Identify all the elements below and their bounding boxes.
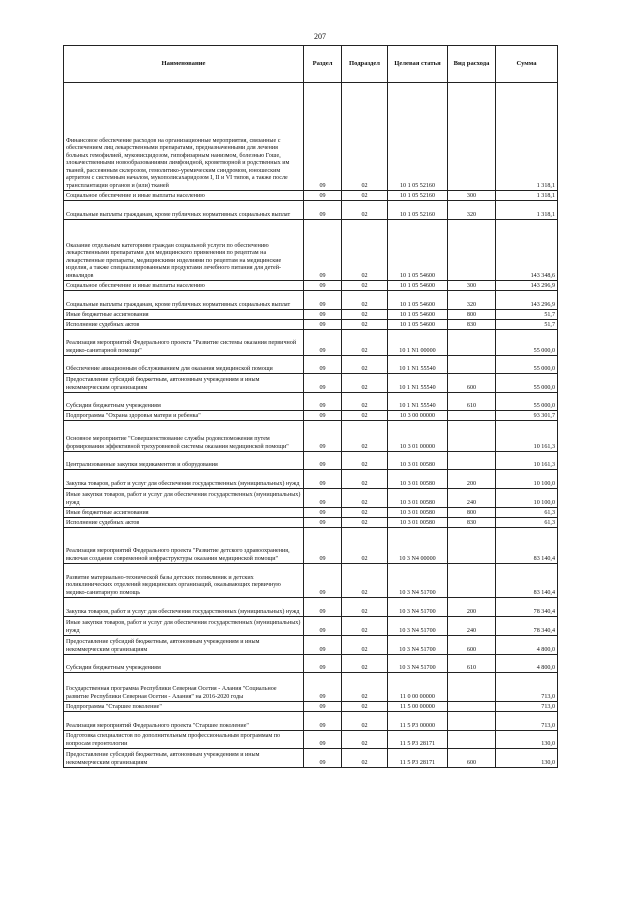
cell-sum: 78 340,4 [496,598,558,617]
cell-target: 10 1 N1 00000 [388,330,448,356]
cell-expense: 830 [448,518,496,528]
cell-section: 09 [304,518,342,528]
cell-sum: 713,0 [496,702,558,712]
cell-target: 10 1 N1 55540 [388,356,448,374]
cell-subsection: 02 [342,749,388,768]
cell-name: Подпрограмма "Охрана здоровья матери и ребенка" [64,411,304,421]
cell-target: 10 3 01 00580 [388,452,448,470]
cell-section: 09 [304,489,342,508]
cell-sum: 143 296,9 [496,281,558,291]
cell-name: Предоставление субсидий бюджетным, автономным учреждениям и иным некоммерческим организациям [64,749,304,768]
table-row [64,598,558,617]
cell-section: 09 [304,220,342,281]
table-row [64,310,558,320]
cell-expense [448,411,496,421]
cell-target: 11 5 P3 28171 [388,749,448,768]
cell-target: 10 3 N4 51700 [388,655,448,673]
table-body [64,83,558,768]
cell-expense: 240 [448,489,496,508]
cell-subsection: 02 [342,320,388,330]
cell-name: Субсидии бюджетным учреждениям [64,393,304,411]
cell-section: 09 [304,749,342,768]
cell-target: 10 1 05 54600 [388,310,448,320]
cell-subsection: 02 [342,673,388,702]
cell-sum: 83 140,4 [496,528,558,564]
cell-sum: 1 318,1 [496,201,558,220]
cell-sum: 10 161,3 [496,421,558,452]
cell-section: 09 [304,281,342,291]
cell-section: 09 [304,330,342,356]
cell-target: 10 1 05 54600 [388,320,448,330]
cell-subsection: 02 [342,564,388,598]
cell-section: 09 [304,508,342,518]
cell-subsection: 02 [342,528,388,564]
cell-name: Финансовое обеспечение расходов на организационные мероприятия, связанные с обеспечением лиц лекарственными препаратами, предназначенными для лечения больных гемофилией, муковисцидозом, гипофизарным нанизмом, болезнью Гоше, злокачественными новообразованиями лимфоидной, кроветворной и родственных им тканей, рассеянным склерозом, гемолитико-уремическим синдромом, юношеским артритом с системным началом, мукополисахаридозом I, II и VI типов, а также после трансплантации органов и (или) тканей [64,83,304,191]
table-row [64,617,558,636]
table-row [64,291,558,310]
cell-sum: 55 000,0 [496,393,558,411]
table-row [64,470,558,489]
cell-section: 09 [304,636,342,655]
cell-target: 10 3 N4 00000 [388,528,448,564]
header-expense: Вид расхода [448,46,496,83]
cell-name: Иные бюджетные ассигнования [64,310,304,320]
cell-expense [448,220,496,281]
cell-section: 09 [304,673,342,702]
cell-target: 10 1 05 52160 [388,191,448,201]
cell-name: Подготовка специалистов по дополнительным профессиональным программам по вопросам геронтологии [64,731,304,749]
cell-sum: 130,0 [496,731,558,749]
table-row [64,731,558,749]
header-sum: Сумма [496,46,558,83]
cell-sum: 4 800,0 [496,655,558,673]
cell-subsection: 02 [342,374,388,393]
cell-sum: 10 161,3 [496,452,558,470]
cell-subsection: 02 [342,617,388,636]
cell-subsection: 02 [342,489,388,508]
table-row [64,374,558,393]
cell-section: 09 [304,356,342,374]
cell-section: 09 [304,452,342,470]
cell-target: 10 3 N4 51700 [388,617,448,636]
cell-sum: 130,0 [496,749,558,768]
cell-expense: 300 [448,191,496,201]
cell-expense [448,564,496,598]
table-row [64,421,558,452]
table-row [64,281,558,291]
cell-sum: 1 318,1 [496,83,558,191]
cell-subsection: 02 [342,356,388,374]
table-row [64,636,558,655]
cell-target: 10 3 N4 51700 [388,636,448,655]
header-section: Раздел [304,46,342,83]
cell-subsection: 02 [342,452,388,470]
cell-expense [448,673,496,702]
cell-name: Социальные выплаты гражданам, кроме публичных нормативных социальных выплат [64,291,304,310]
cell-subsection: 02 [342,281,388,291]
cell-name: Предоставление субсидий бюджетным, автономным учреждениям и иным некоммерческим организациям [64,636,304,655]
table-row [64,702,558,712]
header-target: Целевая статья [388,46,448,83]
cell-expense [448,702,496,712]
cell-expense: 300 [448,281,496,291]
cell-subsection: 02 [342,731,388,749]
cell-section: 09 [304,731,342,749]
table-row [64,528,558,564]
cell-subsection: 02 [342,83,388,191]
cell-subsection: 02 [342,291,388,310]
cell-name: Социальное обеспечение и иные выплаты населению [64,191,304,201]
cell-sum: 4 800,0 [496,636,558,655]
cell-target: 10 1 N1 55540 [388,374,448,393]
table-row [64,452,558,470]
table-row [64,508,558,518]
table-row [64,320,558,330]
cell-subsection: 02 [342,393,388,411]
cell-sum: 51,7 [496,310,558,320]
cell-expense: 800 [448,508,496,518]
cell-name: Централизованные закупки медикаментов и оборудования [64,452,304,470]
cell-name: Социальное обеспечение и иные выплаты населению [64,281,304,291]
cell-target: 10 3 N4 51700 [388,564,448,598]
cell-section: 09 [304,564,342,598]
cell-expense: 320 [448,291,496,310]
cell-expense: 200 [448,598,496,617]
cell-target: 10 3 N4 51700 [388,598,448,617]
cell-section: 09 [304,655,342,673]
cell-subsection: 02 [342,636,388,655]
cell-subsection: 02 [342,330,388,356]
cell-subsection: 02 [342,702,388,712]
cell-target: 11 5 P3 00000 [388,712,448,731]
cell-subsection: 02 [342,470,388,489]
table-row [64,330,558,356]
cell-target: 10 1 05 52160 [388,83,448,191]
cell-section: 09 [304,83,342,191]
table-row [64,518,558,528]
cell-expense [448,356,496,374]
cell-target: 10 1 05 54600 [388,220,448,281]
cell-sum: 93 301,7 [496,411,558,421]
cell-subsection: 02 [342,310,388,320]
cell-sum: 1 318,1 [496,191,558,201]
cell-expense: 600 [448,749,496,768]
cell-expense: 800 [448,310,496,320]
cell-target: 11 0 00 00000 [388,673,448,702]
cell-section: 09 [304,598,342,617]
cell-name: Исполнение судебных актов [64,518,304,528]
cell-subsection: 02 [342,421,388,452]
cell-expense: 830 [448,320,496,330]
cell-target: 11 5 00 00000 [388,702,448,712]
cell-name: Субсидии бюджетным учреждениям [64,655,304,673]
cell-name: Обеспечение авиационным обслуживанием для оказания медицинской помощи [64,356,304,374]
cell-section: 09 [304,291,342,310]
cell-section: 09 [304,528,342,564]
cell-target: 10 3 00 00000 [388,411,448,421]
cell-section: 09 [304,470,342,489]
table-row [64,393,558,411]
table-row [64,489,558,508]
cell-expense: 200 [448,470,496,489]
cell-expense: 240 [448,617,496,636]
cell-subsection: 02 [342,518,388,528]
cell-sum: 10 100,0 [496,489,558,508]
cell-target: 10 1 05 54600 [388,281,448,291]
table-row [64,673,558,702]
cell-expense [448,330,496,356]
cell-expense: 610 [448,393,496,411]
cell-name: Реализация мероприятий Федерального проекта "Развитие детского здравоохранения, включая создание современной инфраструктуры оказания медицинской помощи" [64,528,304,564]
cell-name: Закупка товаров, работ и услуг для обеспечения государственных (муниципальных) нужд [64,470,304,489]
cell-section: 09 [304,411,342,421]
cell-name: Реализация мероприятий Федерального проекта "Старшее поколение" [64,712,304,731]
budget-table [63,45,558,768]
cell-target: 10 3 01 00580 [388,508,448,518]
header-subsection: Подраздел [342,46,388,83]
cell-sum: 10 100,0 [496,470,558,489]
cell-sum: 78 340,4 [496,617,558,636]
table-row [64,356,558,374]
cell-target: 11 5 P3 28171 [388,731,448,749]
cell-expense [448,421,496,452]
cell-expense [448,528,496,564]
page-number: 207 [314,32,326,41]
cell-sum: 713,0 [496,673,558,702]
cell-target: 10 1 05 54600 [388,291,448,310]
cell-name: Исполнение судебных актов [64,320,304,330]
cell-subsection: 02 [342,201,388,220]
table-row [64,749,558,768]
cell-target: 10 1 N1 55540 [388,393,448,411]
cell-section: 09 [304,617,342,636]
cell-target: 10 3 01 00580 [388,518,448,528]
cell-section: 09 [304,393,342,411]
cell-subsection: 02 [342,220,388,281]
cell-section: 09 [304,374,342,393]
cell-expense: 610 [448,655,496,673]
cell-expense [448,731,496,749]
cell-name: Развитие материально-технической базы детских поликлиник и детских поликлинических отделений медицинских организаций, оказывающих первичную медико-санитарную помощь [64,564,304,598]
table-row [64,655,558,673]
table-row [64,191,558,201]
cell-name: Реализация мероприятий Федерального проекта "Развитие системы оказания первичной медико-санитарной помощи" [64,330,304,356]
cell-subsection: 02 [342,411,388,421]
cell-name: Социальные выплаты гражданам, кроме публичных нормативных социальных выплат [64,201,304,220]
cell-section: 09 [304,320,342,330]
cell-name: Иные бюджетные ассигнования [64,508,304,518]
cell-section: 09 [304,712,342,731]
cell-sum: 143 348,6 [496,220,558,281]
cell-sum: 55 000,0 [496,330,558,356]
table-row [64,712,558,731]
cell-name: Иные закупки товаров, работ и услуг для обеспечения государственных (муниципальных) нужд [64,489,304,508]
cell-section: 09 [304,310,342,320]
cell-section: 09 [304,201,342,220]
cell-expense [448,83,496,191]
cell-expense: 600 [448,374,496,393]
cell-name: Предоставление субсидий бюджетным, автономным учреждениям и иным некоммерческим организациям [64,374,304,393]
cell-subsection: 02 [342,598,388,617]
table-row [64,201,558,220]
cell-name: Закупка товаров, работ и услуг для обеспечения государственных (муниципальных) нужд [64,598,304,617]
cell-expense [448,452,496,470]
cell-section: 09 [304,421,342,452]
cell-subsection: 02 [342,712,388,731]
table-header-row [64,46,558,83]
table-row [64,564,558,598]
cell-sum: 55 000,0 [496,374,558,393]
cell-name: Оказание отдельным категориям граждан социальной услуги по обеспечению лекарственными препаратами для медицинского применения по рецептам на лекарственные препараты, медицинскими изделиями по рецептам на медицинские изделия, а также специализированными продуктами лечебного питания для детей-инвалидов [64,220,304,281]
cell-sum: 713,0 [496,712,558,731]
cell-name: Подпрограмма "Старшее поколение" [64,702,304,712]
cell-subsection: 02 [342,655,388,673]
table-row [64,220,558,281]
cell-subsection: 02 [342,191,388,201]
cell-name: Государственная программа Республики Северная Осетия - Алания "Социальное развитие Республики Северная Осетия - Алания" на 2016-2020 годы [64,673,304,702]
cell-target: 10 3 01 00580 [388,470,448,489]
cell-target: 10 3 01 00000 [388,421,448,452]
cell-sum: 61,3 [496,508,558,518]
cell-sum: 61,3 [496,518,558,528]
cell-sum: 55 000,0 [496,356,558,374]
cell-expense: 600 [448,636,496,655]
cell-name: Основное мероприятие "Совершенствование службы родовспоможения путем формирования эффективной трехуровневой системы оказания медицинской помощи" [64,421,304,452]
cell-sum: 83 140,4 [496,564,558,598]
cell-expense [448,712,496,731]
cell-section: 09 [304,702,342,712]
table-row [64,83,558,191]
cell-subsection: 02 [342,508,388,518]
cell-expense: 320 [448,201,496,220]
cell-sum: 51,7 [496,320,558,330]
cell-sum: 143 296,9 [496,291,558,310]
header-name: Наименование [64,46,304,83]
cell-name: Иные закупки товаров, работ и услуг для обеспечения государственных (муниципальных) нужд [64,617,304,636]
cell-target: 10 3 01 00580 [388,489,448,508]
table-row [64,411,558,421]
cell-target: 10 1 05 52160 [388,201,448,220]
cell-section: 09 [304,191,342,201]
